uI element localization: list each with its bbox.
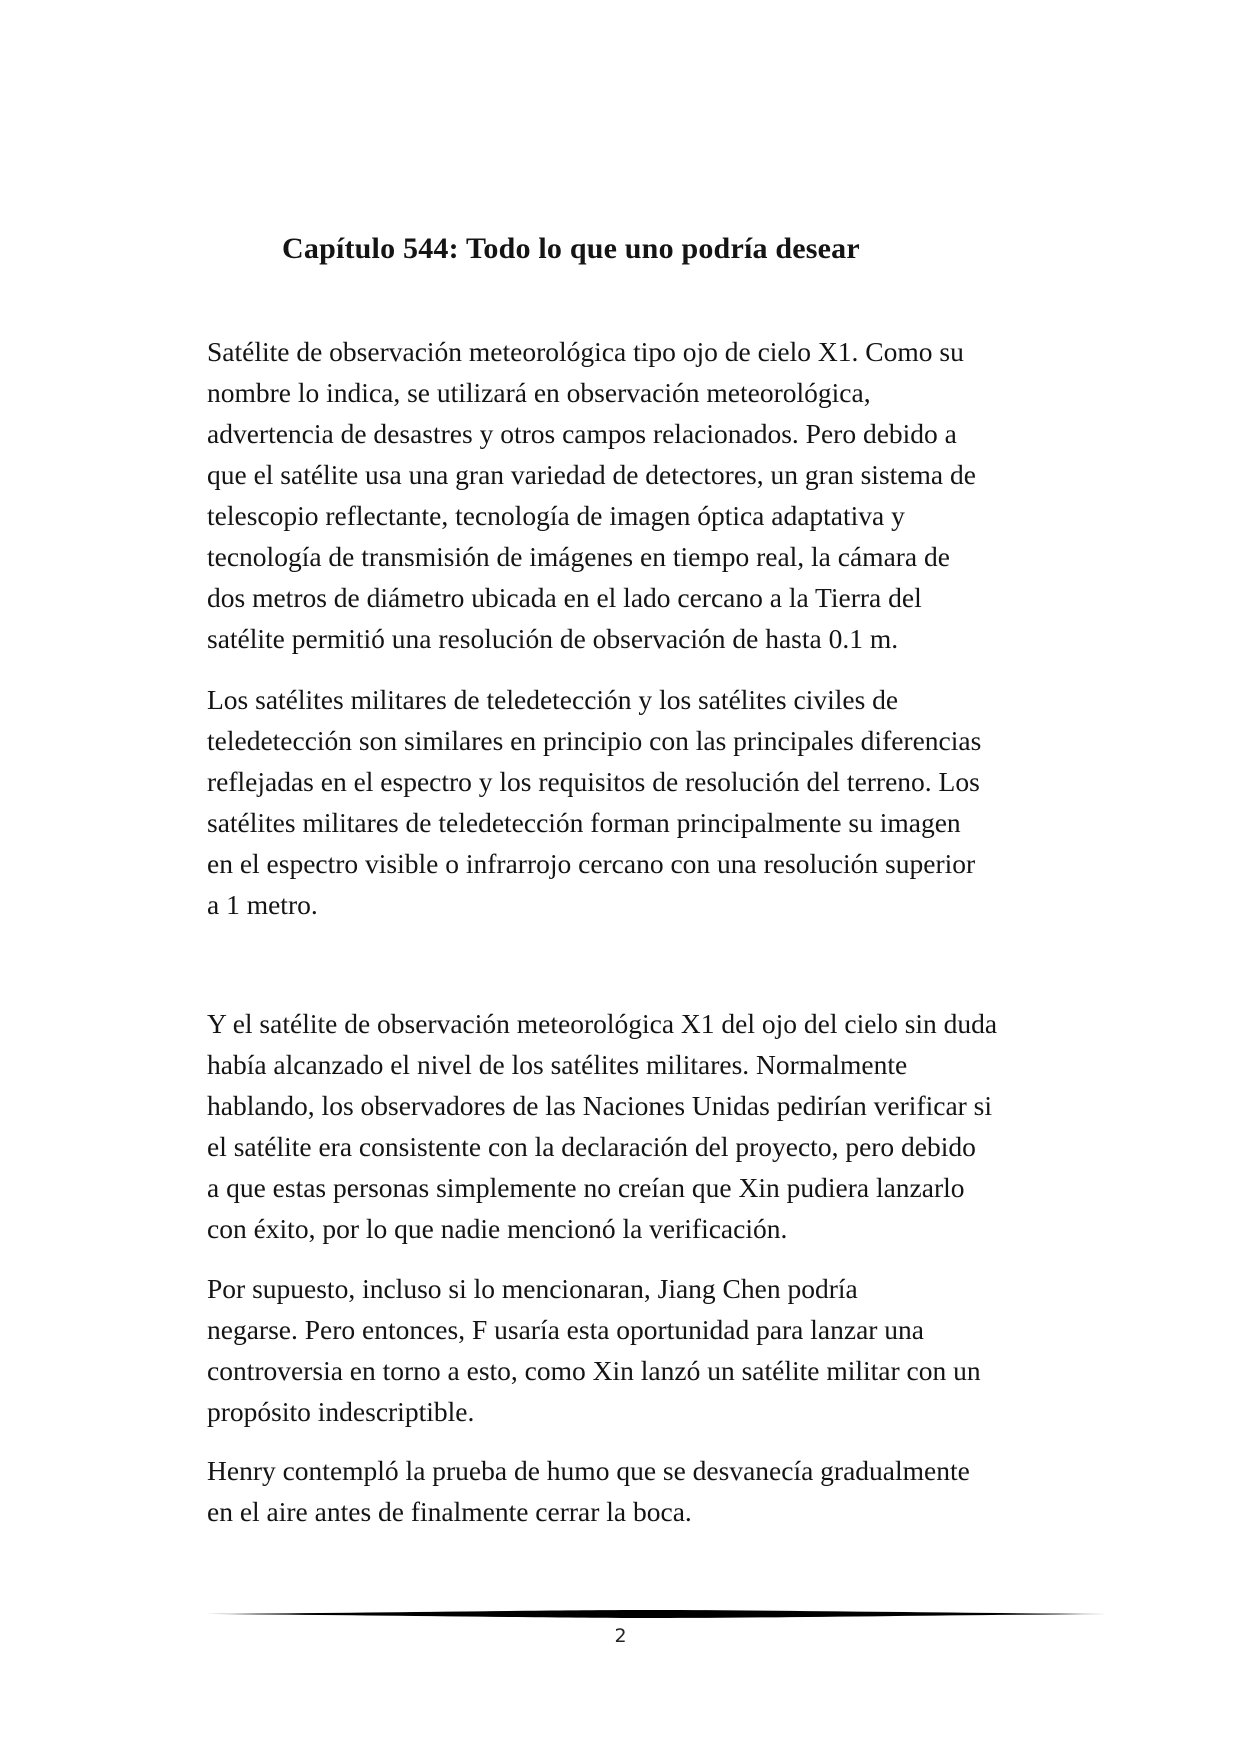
page-number: 2 bbox=[614, 1625, 627, 1647]
paragraph-2 bbox=[207, 679, 1067, 925]
text-line: a que estas personas simplemente no creían que Xin pudiera lanzarlo bbox=[207, 1172, 965, 1203]
text-line: advertencia de desastres y otros campos relacionados. Pero debido a bbox=[207, 418, 957, 449]
text-line: el satélite era consistente con la declaración del proyecto, pero debido bbox=[207, 1131, 976, 1162]
paragraph-3 bbox=[207, 1003, 1067, 1249]
paragraph-5 bbox=[207, 1450, 1067, 1532]
text-line: en el aire antes de finalmente cerrar la boca. bbox=[207, 1496, 692, 1527]
text-line: Satélite de observación meteorológica tipo ojo de cielo X1. Como su bbox=[207, 336, 964, 367]
text-line: con éxito, por lo que nadie mencionó la verificación. bbox=[207, 1213, 788, 1244]
text-line: reflejadas en el espectro y los requisitos de resolución del terreno. Los bbox=[207, 766, 980, 797]
text-line: en el espectro visible o infrarrojo cercano con una resolución superior bbox=[207, 848, 976, 879]
text-line: teledetección son similares en principio con las principales diferencias bbox=[207, 725, 982, 756]
text-line: tecnología de transmisión de imágenes en tiempo real, la cámara de bbox=[207, 541, 950, 572]
footer-divider bbox=[207, 1609, 1107, 1619]
chapter-title: Capítulo 544: Todo lo que uno podría desear bbox=[282, 232, 860, 265]
text-line: hablando, los observadores de las Naciones Unidas pedirían verificar si bbox=[207, 1090, 993, 1121]
text-line: satélite permitió una resolución de observación de hasta 0.1 m. bbox=[207, 623, 899, 654]
text-line: dos metros de diámetro ubicada en el lado cercano a la Tierra del bbox=[207, 582, 922, 613]
paragraph-1 bbox=[207, 331, 1067, 659]
paragraph-4 bbox=[207, 1268, 1067, 1432]
text-line: que el satélite usa una gran variedad de detectores, un gran sistema de bbox=[207, 459, 976, 490]
text-line: a 1 metro. bbox=[207, 889, 318, 920]
text-line: telescopio reflectante, tecnología de imagen óptica adaptativa y bbox=[207, 500, 905, 531]
text-line: controversia en torno a esto, como Xin lanzó un satélite militar con un bbox=[207, 1355, 981, 1386]
text-line: había alcanzado el nivel de los satélites militares. Normalmente bbox=[207, 1049, 908, 1080]
text-line: propósito indescriptible. bbox=[207, 1396, 475, 1427]
text-line: Los satélites militares de teledetección y los satélites civiles de bbox=[207, 684, 899, 715]
text-line: negarse. Pero entonces, F usaría esta oportunidad para lanzar una bbox=[207, 1314, 925, 1345]
text-line: Y el satélite de observación meteorológica X1 del ojo del cielo sin duda bbox=[207, 1008, 998, 1039]
text-line: satélites militares de teledetección forman principalmente su imagen bbox=[207, 807, 961, 838]
text-line: Henry contempló la prueba de humo que se desvanecía gradualmente bbox=[207, 1455, 970, 1486]
text-line: Por supuesto, incluso si lo mencionaran, Jiang Chen podría bbox=[207, 1273, 858, 1304]
text-line: nombre lo indica, se utilizará en observación meteorológica, bbox=[207, 377, 871, 408]
